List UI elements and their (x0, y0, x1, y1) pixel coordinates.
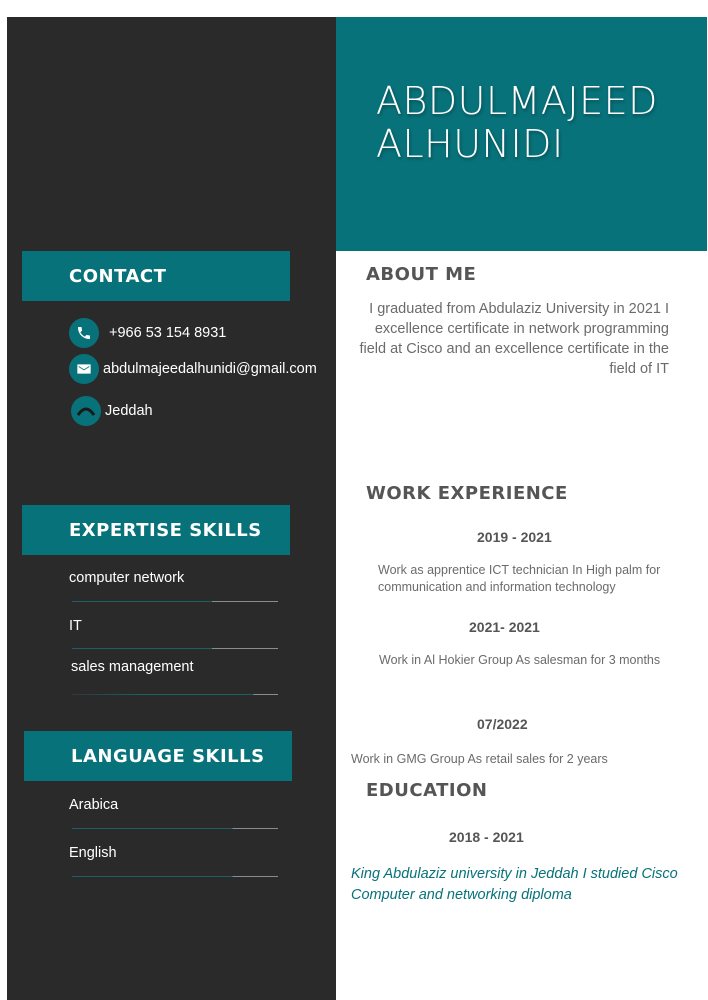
work-period: 2019 - 2021 (477, 529, 552, 545)
expertise-skill-item: sales management (71, 659, 194, 675)
location-icon (71, 396, 101, 426)
work-period: 07/2022 (477, 716, 528, 732)
expertise-heading (22, 505, 290, 555)
language-item: Arabica (69, 797, 119, 813)
work-heading: WORK EXPERIENCE (366, 483, 568, 504)
education-heading: EDUCATION (366, 780, 488, 801)
contact-phone (69, 318, 226, 348)
language-heading (24, 731, 292, 781)
work-period: 2021- 2021 (469, 619, 540, 635)
skill-divider (72, 694, 278, 695)
email-address: abdulmajeedalhunidi@gmail.com (103, 361, 317, 377)
language-divider (72, 876, 278, 877)
last-name: ALHUNIDI (376, 122, 564, 166)
phone-number: +966 53 154 8931 (109, 325, 227, 341)
work-description: Work as apprentice ICT technician In High palm for communication and information technology (378, 563, 661, 594)
education-period: 2018 - 2021 (449, 829, 524, 845)
expertise-skill-item: IT (69, 618, 82, 634)
language-divider (72, 828, 278, 829)
language-item: English (69, 845, 117, 861)
contact-heading-label: CONTACT (69, 265, 167, 287)
contact-heading (22, 251, 290, 301)
expertise-heading-label: EXPERTISE SKILLS (69, 519, 262, 541)
location-text: Jeddah (105, 403, 153, 419)
skill-divider (72, 601, 278, 602)
work-description: Work in GMG Group As retail sales for 2 years (351, 752, 608, 766)
mail-icon (69, 354, 99, 384)
language-heading-label: LANGUAGE SKILLS (71, 745, 265, 767)
about-text: I graduated from Abdulaziz University in 2021 I excellence certificate in network programming field at Cisco and an excellence certificate in the field of IT (359, 301, 669, 377)
skill-divider (72, 648, 278, 649)
phone-icon (69, 318, 99, 348)
expertise-skill-item: computer network (69, 570, 185, 586)
work-description: Work in Al Hokier Group As salesman for 3 months (379, 653, 661, 667)
education-description: King Abdulaziz university in Jeddah I studied Cisco Computer and networking diploma (351, 866, 678, 903)
first-name: ABDULMAJEED (376, 79, 658, 123)
full-name (376, 80, 696, 166)
about-heading: ABOUT ME (366, 264, 477, 285)
contact-email (69, 354, 317, 384)
contact-location (71, 396, 153, 426)
